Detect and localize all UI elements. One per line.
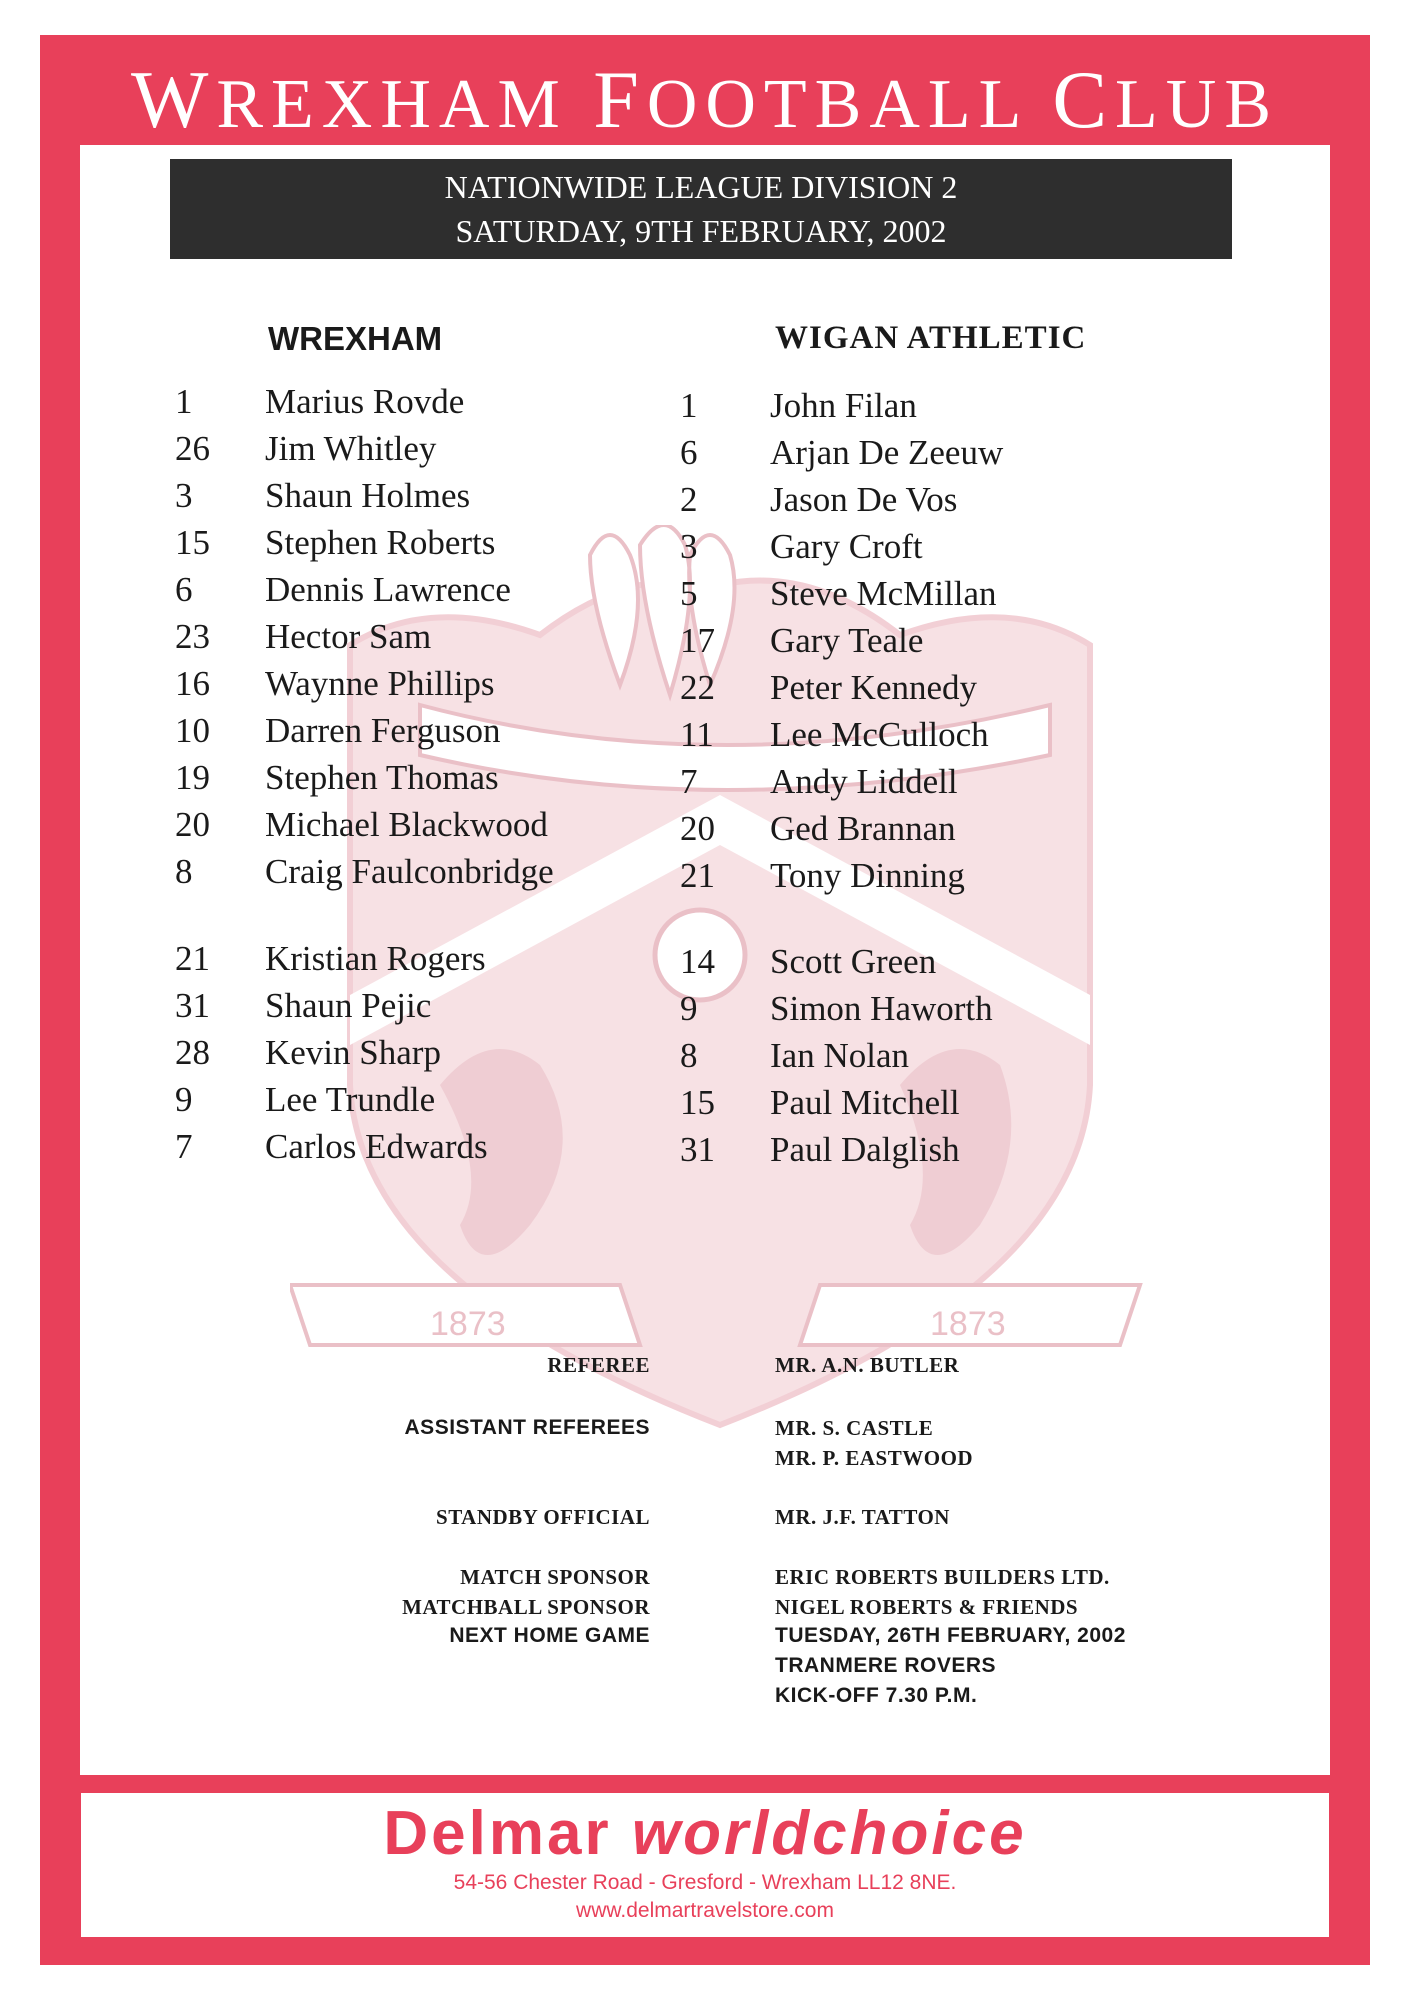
player-name: Waynne Phillips [265, 664, 495, 703]
player-number: 20 [175, 805, 210, 844]
club-title [40, 53, 1370, 147]
player-name: Peter Kennedy [770, 668, 978, 707]
player-name: Kristian Rogers [265, 939, 486, 978]
match-sponsor-label: MATCH SPONSOR [460, 1565, 650, 1589]
player-name: Shaun Holmes [265, 476, 471, 515]
away-team-name: WIGAN ATHLETIC [775, 320, 1087, 356]
player-number: 17 [680, 621, 715, 660]
crest-year-left: 1873 [430, 1305, 506, 1343]
teamsheet-panel [80, 145, 1330, 1775]
player-number: 8 [680, 1036, 698, 1075]
player-name: Jason De Vos [770, 480, 958, 519]
player-number: 10 [175, 711, 210, 750]
player-name: Ian Nolan [770, 1036, 909, 1075]
player-name: Ged Brannan [770, 809, 956, 848]
player-number: 7 [680, 762, 698, 801]
player-number: 1 [680, 386, 698, 425]
player-number: 28 [175, 1033, 210, 1072]
player-number: 9 [175, 1080, 193, 1119]
banner-date: SATURDAY, 9TH FEBRUARY, 2002 [455, 213, 947, 249]
player-name: Carlos Edwards [265, 1127, 488, 1166]
player-number: 16 [175, 664, 210, 703]
player-name: Gary Teale [770, 621, 924, 660]
player-name: Simon Haworth [770, 989, 993, 1028]
player-name: Darren Ferguson [265, 711, 501, 750]
player-number: 5 [680, 574, 698, 613]
standby-label: STANDBY OFFICIAL [436, 1505, 650, 1529]
red-frame [40, 35, 1370, 1965]
player-name: Shaun Pejic [265, 986, 432, 1025]
sponsor-advert [78, 1790, 1332, 1940]
standby-official: MR. J.F. TATTON [775, 1505, 950, 1529]
player-name: Andy Liddell [770, 762, 958, 801]
player-number: 15 [175, 523, 210, 562]
player-number: 21 [680, 856, 715, 895]
player-name: Jim Whitley [265, 429, 437, 468]
advert-brand [81, 1799, 1329, 1869]
player-number: 3 [680, 527, 698, 566]
player-number: 23 [175, 617, 210, 656]
player-number: 14 [680, 942, 715, 981]
next-game-kickoff: KICK-OFF 7.30 P.M. [775, 1684, 978, 1707]
player-number: 1 [175, 382, 193, 421]
advert-brand-part2: worldchoice [631, 1799, 1027, 1868]
player-number: 20 [680, 809, 715, 848]
player-name: Arjan De Zeeuw [770, 433, 1004, 472]
player-name: Lee McCulloch [770, 715, 989, 754]
match-sponsor: ERIC ROBERTS BUILDERS LTD. [775, 1565, 1110, 1589]
title-word-2: FOOTBALL [593, 54, 1027, 145]
player-number: 2 [680, 480, 698, 519]
home-team-name: WREXHAM [268, 320, 443, 357]
player-number: 9 [680, 989, 698, 1028]
player-name: Dennis Lawrence [265, 570, 511, 609]
player-number: 21 [175, 939, 210, 978]
player-name: Tony Dinning [770, 856, 965, 895]
player-number: 31 [680, 1130, 715, 1169]
player-number: 3 [175, 476, 193, 515]
player-name: Lee Trundle [265, 1080, 436, 1119]
player-number: 7 [175, 1127, 193, 1166]
title-word-3: CLUB [1052, 54, 1280, 145]
crest-year-right: 1873 [930, 1305, 1006, 1343]
player-number: 15 [680, 1083, 715, 1122]
player-number: 6 [680, 433, 698, 472]
player-name: Kevin Sharp [265, 1033, 441, 1072]
advert-brand-part1: Delmar [383, 1799, 612, 1868]
matchball-sponsor: NIGEL ROBERTS & FRIENDS [775, 1595, 1079, 1619]
player-name: Gary Croft [770, 527, 923, 566]
player-number: 6 [175, 570, 193, 609]
player-name: Steve McMillan [770, 574, 997, 613]
next-game-opponent: TRANMERE ROVERS [775, 1654, 997, 1677]
referee-label: REFEREE [547, 1353, 650, 1377]
player-name: Craig Faulconbridge [265, 852, 554, 891]
player-name: Stephen Thomas [265, 758, 499, 797]
player-number: 19 [175, 758, 210, 797]
banner-competition: NATIONWIDE LEAGUE DIVISION 2 [444, 169, 958, 205]
advert-website[interactable]: www.delmartravelstore.com [576, 1899, 834, 1922]
next-game-label: NEXT HOME GAME [449, 1624, 650, 1647]
player-name: John Filan [770, 386, 917, 425]
player-number: 22 [680, 668, 715, 707]
player-name: Paul Mitchell [770, 1083, 960, 1122]
assistant-referee-2: MR. P. EASTWOOD [775, 1446, 974, 1470]
player-name: Scott Green [770, 942, 937, 981]
player-name: Marius Rovde [265, 382, 465, 421]
player-name: Hector Sam [265, 617, 432, 656]
next-game-date: TUESDAY, 26TH FEBRUARY, 2002 [775, 1624, 1126, 1647]
title-word-1: WREXHAM [130, 54, 568, 145]
referee-name: MR. A.N. BUTLER [775, 1353, 960, 1377]
player-number: 11 [680, 715, 714, 754]
player-number: 8 [175, 852, 193, 891]
player-number: 26 [175, 429, 210, 468]
player-name: Stephen Roberts [265, 523, 496, 562]
player-number: 31 [175, 986, 210, 1025]
player-name: Michael Blackwood [265, 805, 548, 844]
assistant-referee-1: MR. S. CASTLE [775, 1416, 934, 1440]
matchball-sponsor-label: MATCHBALL SPONSOR [402, 1595, 650, 1619]
match-banner [170, 159, 1232, 259]
assistants-label: ASSISTANT REFEREES [404, 1416, 650, 1439]
advert-address: 54-56 Chester Road - Gresford - Wrexham LL12 8NE. [453, 1871, 957, 1894]
player-name: Paul Dalglish [770, 1130, 960, 1169]
